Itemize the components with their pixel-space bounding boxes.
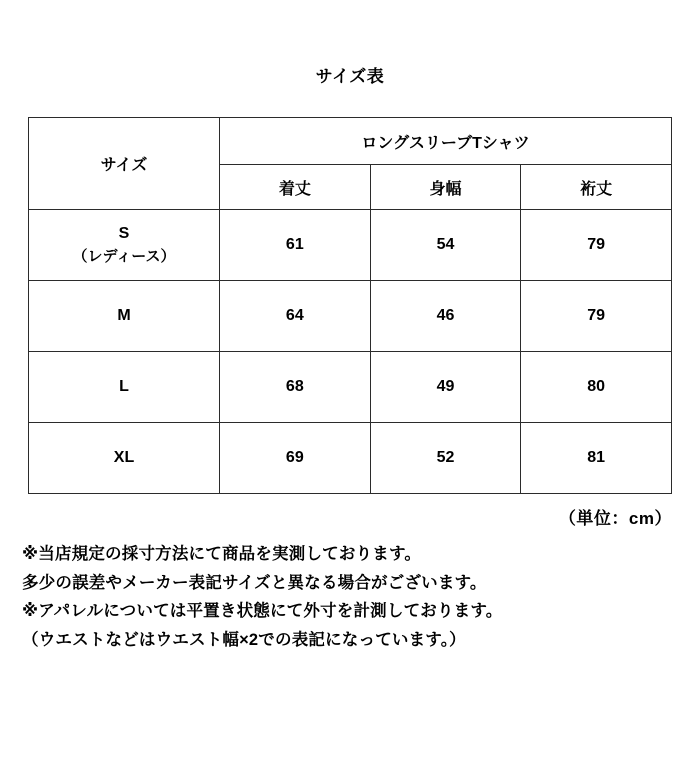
cell-width: 46 (370, 281, 521, 352)
size-table (28, 117, 672, 494)
cell-length: 68 (220, 352, 371, 423)
cell-length: 64 (220, 281, 371, 352)
row-size-label (29, 281, 220, 352)
table-row (29, 281, 672, 352)
row-size-sublabel: （レディース） (72, 247, 176, 265)
header-size: サイズ (29, 118, 220, 210)
row-size-name: S (118, 224, 130, 242)
row-size-name: XL (113, 449, 135, 466)
header-length: 着丈 (220, 165, 371, 210)
cell-length: 61 (220, 210, 371, 281)
cell-width: 54 (370, 210, 521, 281)
unit-note: （単位：cm） (558, 509, 672, 528)
row-size-label (29, 352, 220, 423)
table-row (29, 352, 672, 423)
size-chart-page (0, 62, 700, 762)
row-size-label (29, 423, 220, 494)
cell-sleeve: 79 (521, 281, 672, 352)
header-width: 身幅 (370, 165, 521, 210)
header-product-group: ロングスリーブTシャツ (220, 118, 672, 165)
table-header-row-group (29, 118, 672, 165)
note-line: 多少の誤差やメーカー表記サイズと異なる場合がございます。 (22, 573, 487, 592)
cell-sleeve: 79 (521, 210, 672, 281)
notes-block (22, 541, 678, 654)
note-line: （ウエストなどはウエスト幅×2での表記になっています。） (22, 631, 466, 650)
row-size-name: M (117, 307, 131, 324)
note-line: ※アパレルについては平置き状態にて外寸を計測しております。 (22, 602, 503, 621)
table-row (29, 423, 672, 494)
cell-sleeve: 80 (521, 352, 672, 423)
cell-sleeve: 81 (521, 423, 672, 494)
cell-length: 69 (220, 423, 371, 494)
header-sleeve: 裄丈 (521, 165, 672, 210)
cell-width: 49 (370, 352, 521, 423)
cell-width: 52 (370, 423, 521, 494)
row-size-name: L (119, 378, 129, 395)
row-size-label (29, 210, 220, 281)
page-title: サイズ表 (315, 67, 385, 86)
note-line: ※当店規定の採寸方法にて商品を実測しております。 (22, 545, 422, 563)
table-row (29, 210, 672, 281)
